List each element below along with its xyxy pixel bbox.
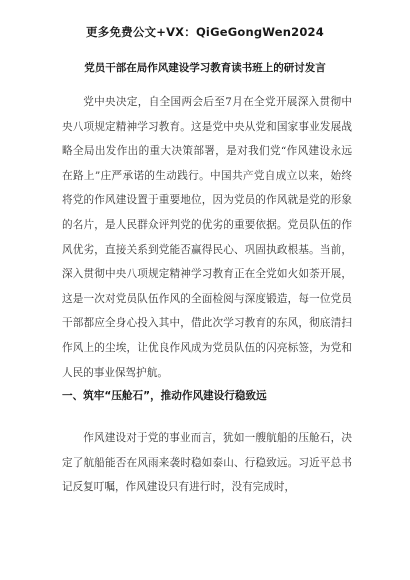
body-paragraph: 党中央决定，自全国两会后至7月在全党开展深入贯彻中央八项规定精神学习教育。这是党中央从党和国家事业发展战略全局出发作出的重大决策部署，是对我们党“作风建设永远在路上”庄严承诺的生动践行。中国共产党自成立以来，始终将党的作风建设置于重要地位，因为党员的作风就是党的形象的名片，是人民群众评判党的优劣的重要依据。党员队伍的作风优劣，直接关系到党能否赢得民心、巩固执政根基。当前，深入贯彻中央八项规定精神学习教育正在全党如火如荼开展，这是一次对党员队伍作风的全面检阅与深度锻造，每一位党员干部都应全身心投入其中，借此次学习教育的东风，彻底清扫作风上的尘埃，让优良作风成为党员队伍的闪亮标签，为党和人民的事业保驾护航。 <box>62 96 352 379</box>
section-heading: 一、筑牢“压舱石”，推动作风建设行稳致远 <box>62 390 267 402</box>
header-banner: 更多免费公文+VX：QiGeGongWen2024 <box>86 25 324 39</box>
document-title: 党员干部在局作风建设学习教育读书班上的研讨发言 <box>84 62 326 74</box>
section-paragraph: 作风建设对于党的事业而言，犹如一艘航船的压舱石，决定了航船能否在风雨来袭时稳如泰山、行稳致远。习近平总书记反复叮嘱，作风建设只有进行时，没有完成时， <box>62 432 352 494</box>
